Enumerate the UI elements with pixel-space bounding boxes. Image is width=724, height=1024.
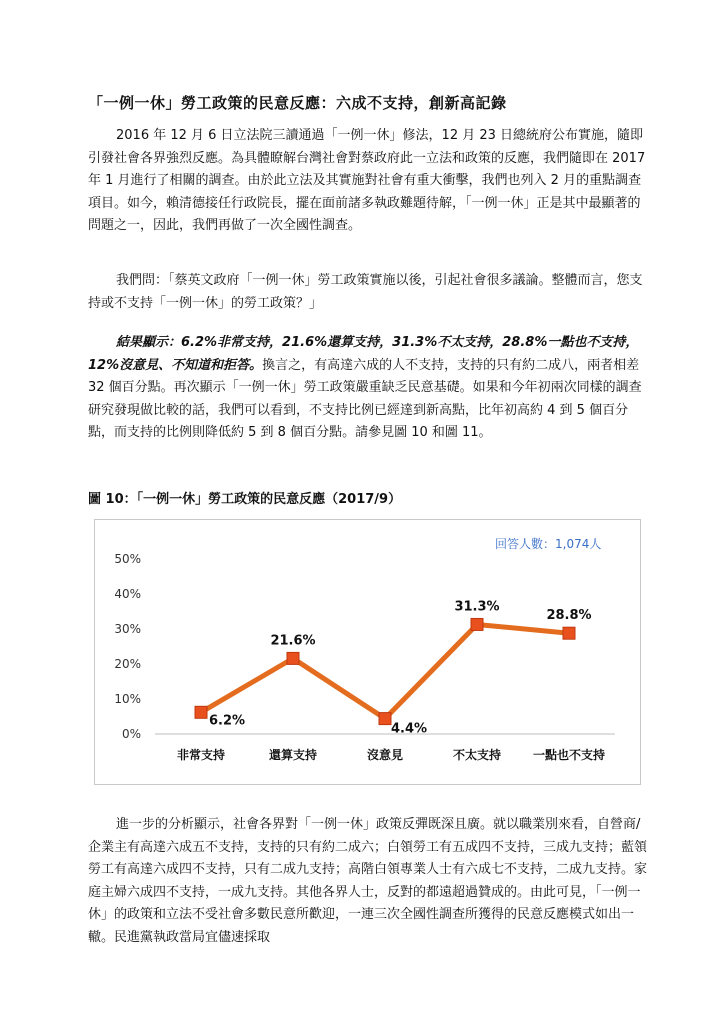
x-category-label: 不太支持 <box>452 748 502 762</box>
data-point-marker <box>379 713 391 725</box>
y-tick-label: 30% <box>114 622 141 636</box>
results-text: 換言之，有高達六成的人不支持，支持的只有約二成八，兩者相差 32 個百分點。再次顯示「一例一休」勞工政策嚴重缺乏民意基礎。如果和今年初兩次同樣的調查研究發現做比較的話，我們可以看到，不支持比例已經達到新高點，比年初高約 4 到 5 個百分點，而支持的比例則降低約 5 到 8 個百分點。請參見圖 10 和圖 11。 <box>88 357 642 440</box>
figure-caption: 圖 10：「一例一休」勞工政策的民意反應（2017/9） <box>88 492 402 507</box>
x-category-label: 沒意見 <box>366 748 404 762</box>
x-category-label: 還算支持 <box>268 748 318 762</box>
data-label: 6.2% <box>209 713 246 729</box>
respondents-note: 回答人數：1,074人 <box>495 537 602 551</box>
line-chart <box>94 519 641 785</box>
x-category-label: 一點也不支持 <box>532 748 606 762</box>
data-point-marker <box>471 618 483 630</box>
y-tick-label: 0% <box>121 727 141 741</box>
data-point-marker <box>287 652 299 664</box>
series-line <box>201 624 569 718</box>
data-point-marker <box>563 627 575 639</box>
y-tick-label: 50% <box>114 552 141 566</box>
y-tick-label: 10% <box>114 692 141 706</box>
data-label: 21.6% <box>270 633 316 649</box>
y-tick-label: 20% <box>114 657 141 671</box>
data-label: 31.3% <box>454 599 500 615</box>
data-point-marker <box>195 706 207 718</box>
data-label: 4.4% <box>391 721 428 737</box>
data-label: 28.8% <box>546 608 592 624</box>
y-tick-label: 40% <box>114 587 141 601</box>
analysis-paragraph: 進一步的分析顯示，社會各界對「一例一休」政策反彈既深且廣。就以職業別來看，自營商/企業主有高達六成五不支持，支持的只有約二成六；白領勞工有五成四不支持，三成九支持；藍領勞工有高達六成四不支持，只有二成九支持；高階白領專業人士有六成七不支持，二成九支持。家庭主婦六成四不支持，一成九支持。其他各界人士，反對的都遠超過贊成的。由此可見，「一例一休」的政策和立法不受社會多數民意所歡迎，一連三次全國性調查所獲得的民意反應模式如出一轍。民進黨執政當局宜儘速採取 <box>88 817 648 945</box>
chart-svg <box>95 520 640 784</box>
intro-paragraph: 2016 年 12 月 6 日立法院三讀通過「一例一休」修法，12 月 23 日總統府公布實施，隨即引發社會各界強烈反應。為具體瞭解台灣社會對蔡政府此一立法和政策的反應，我們隨即在 2017 年 1 月進行了相關的調查。由於此立法及其實施對社會有重大衝擊，我們也列入 2 月的重點調查項目。如今，賴清德接任行政院長，擺在面前諸多執政難題待解，「一例一休」正是其中最顯著的問題之一，因此，我們再做了一次全國性調查。 <box>88 128 646 233</box>
results-emphasis: 結果顯示：6.2%非常支持，21.6%還算支持，31.3%不太支持，28.8%一點也不支持，12%沒意見、不知道和拒答。 <box>88 335 639 373</box>
results-paragraph <box>88 332 648 445</box>
x-category-label: 非常支持 <box>176 748 226 762</box>
question-paragraph: 我們問：「蔡英文政府「一例一休」勞工政策實施以後，引起社會很多議論。整體而言，您支持或不支持「一例一休」的勞工政策？」 <box>88 273 643 311</box>
section-heading: 「一例一休」勞工政策的民意反應：六成不支持，創新高記錄 <box>88 94 507 112</box>
